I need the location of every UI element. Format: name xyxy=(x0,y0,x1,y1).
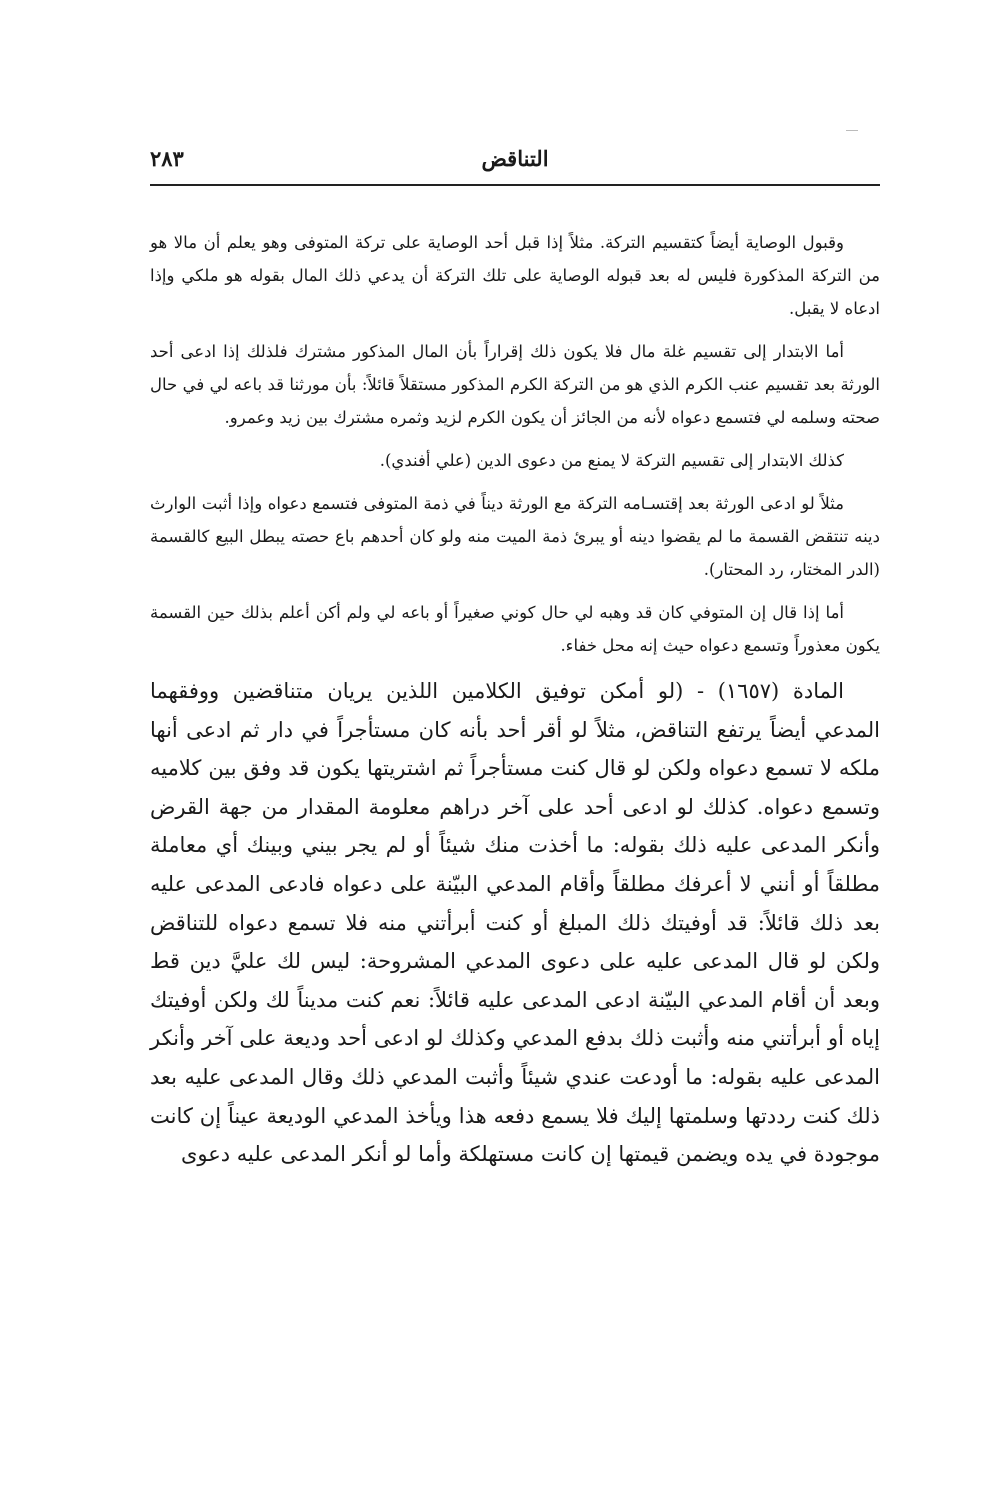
commentary-paragraph: أما إذا قال إن المتوفي كان قد وهبه لي حال كوني صغيراً أو باعه لي ولم أكن أعلم بذلك حين القسمة يكون معذوراً وتسمع دعواه حيث إنه محل خفاء. xyxy=(150,603,880,655)
article-section xyxy=(150,672,880,1174)
commentary-paragraph: أما الابتدار إلى تقسيم غلة مال فلا يكون ذلك إقراراً بأن المال المذكور مشترك فلذلك إذا ادعى أحد الورثة بعد تقسيم عنب الكرم الذي هو من التركة الكرم المذكور مستقلاً قائلاً: بأن مورثنا قد باعه لي في حال صحته وسلمه لي فتسمع دعواه لأنه من الجائز أن يكون الكرم لزيد وثمره مشترك بين زيد وعمرو. xyxy=(150,342,880,427)
article-text: المادة (١٦٥٧) - (لو أمكن توفيق الكلامين اللذين يريان متناقضين ووفقهما المدعي أيضاً يرتفع التناقض، مثلاً لو أقر أحد بأنه كان مستأجراً في دار ثم ادعى أنها ملكه لا تسمع دعواه ولكن لو قال كنت مستأجراً ثم اشتريتها يكون قد وفق بين كلاميه وتسمع دعواه. كذلك لو ادعى أحد على آخر دراهم معلومة المقدار من جهة القرض وأنكر المدعى عليه ذلك بقوله: ما أخذت منك شيئاً أو لم يجر بيني وبينك أي معاملة مطلقاً أو أنني لا أعرفك مطلقاً وأقام المدعي البيّنة على دعواه فادعى المدعى عليه بعد ذلك قائلاً: قد أوفيتك ذلك المبلغ أو كنت أبرأتني منه فلا تسمع دعواه للتناقض ولكن لو قال المدعى عليه على دعوى المدعي المشروحة: ليس لك عليَّ دين قط وبعد أن أقام المدعي البيّنة ادعى المدعى عليه قائلاً: نعم كنت مديناً لك ولكن أوفيتك إياه أو أبرأتني منه وأثبت ذلك بدفع المدعي وكذلك لو ادعى أحد وديعة على آخر وأنكر المدعى عليه بقوله: ما أودعت عندي شيئاً وأثبت المدعي ذلك وقال المدعى عليه بعد ذلك كنت رددتها وسلمتها إليك فلا يسمع دفعه هذا ويأخذ المدعي الوديعة عيناً إن كانت موجودة في يده ويضمن قيمتها إن كانت مستهلكة وأما لو أنكر المدعى عليه دعوى xyxy=(150,679,880,1167)
commentary-paragraph: مثلاً لو ادعى الورثة بعد إقتسـامه التركة مع الورثة ديناً في ذمة المتوفى فتسمع دعواه وإذا أثبت الوارث دينه تنتقض القسمة ما لم يقضوا دينه أو يبرئ ذمة الميت منه ولو كان أحدهم باع حصته يبطل البيع كالقسمة (الدر المختار، رد المحتار). xyxy=(150,494,880,579)
running-head xyxy=(150,140,880,186)
book-page xyxy=(150,140,880,1174)
commentary-paragraph: وقبول الوصاية أيضاً كتقسيم التركة. مثلاً إذا قبل أحد الوصاية على تركة المتوفى وهو يعلم أن مالا هو من التركة المذكورة فليس له بعد قبوله الوصاية على تلك التركة أن يدعي ذلك المال بقوله هو ملكي وإذا ادعاه لا يقبل. xyxy=(150,233,880,318)
page-number: ٢٨٣ xyxy=(150,146,184,171)
commentary-section xyxy=(150,226,880,662)
commentary-paragraph: كذلك الابتدار إلى تقسيم التركة لا يمنع من دعوى الدين (علي أفندي). xyxy=(379,451,844,470)
chapter-title: التناقض xyxy=(481,146,549,171)
scan-mark xyxy=(846,130,858,131)
